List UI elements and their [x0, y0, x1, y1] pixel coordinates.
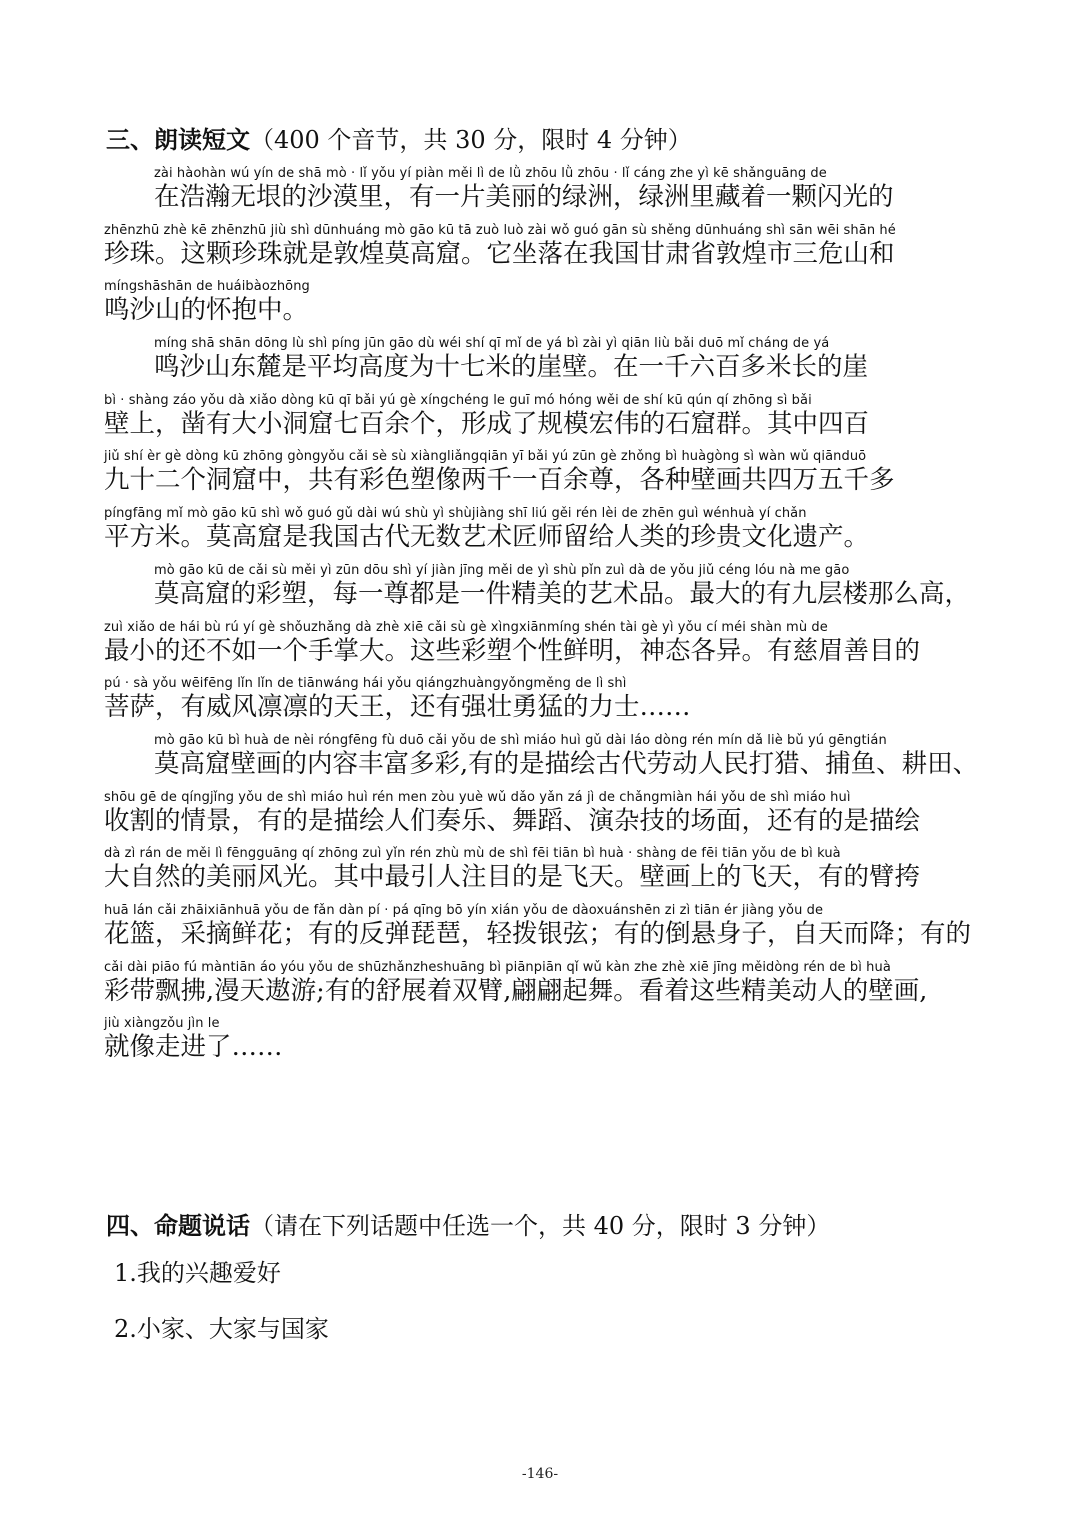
passage-line: [104, 619, 984, 676]
section-4-note: （请在下列话题中任选一个，共 40 分，限时 3 分钟）: [250, 1212, 831, 1240]
pinyin-row: jiù xiàngzǒu jìn le: [104, 1016, 220, 1032]
passage-line: [104, 392, 984, 449]
hanzi-row: 鸣沙山东麓是平均高度为十七米的崖壁。在一千六百多米长的崖: [154, 352, 869, 383]
hanzi-row: 花篮，采摘鲜花；有的反弹琵琶，轻拨银弦；有的倒悬身子，自天而降；有的: [104, 918, 972, 949]
pinyin-row: huā lán cǎi zhāixiānhuā yǒu de fǎn dàn pí · pá qīng bō yín xián yǒu de dàoxuánshēn zi zì tiān ér jiàng yǒu de: [104, 902, 824, 918]
hanzi-row: 鸣沙山的怀抱中。: [104, 295, 309, 326]
hanzi-row: 彩带飘拂,漫天遨游;有的舒展着双臂,翩翩起舞。看着这些精美动人的壁画,: [104, 975, 928, 1006]
section-4-title: [106, 1206, 830, 1241]
passage-line: [104, 562, 984, 619]
pinyin-row: mò gāo kū de cǎi sù měi yì zūn dōu shì yí jiàn jīng měi de yì shù pǐn zuì dà de yǒu jiǔ céng lóu nà me gāo: [154, 562, 850, 578]
hanzi-row: 莫高窟的彩塑，每一尊都是一件精美的艺术品。最大的有九层楼那么高，: [154, 578, 971, 609]
hanzi-row: 九十二个洞窟中，共有彩色塑像两千一百余尊，各种壁画共四万五千多: [104, 465, 895, 496]
pinyin-row: pú · sà yǒu wēifēng lǐn lǐn de tiānwáng hái yǒu qiángzhuàngyǒngměng de lì shì: [104, 676, 627, 692]
passage-line: [104, 278, 984, 335]
passage-line: [104, 1015, 984, 1072]
hanzi-row: 收割的情景，有的是描绘人们奏乐、舞蹈、演杂技的场面，还有的是描绘: [104, 805, 921, 836]
pinyin-row: zuì xiǎo de hái bù rú yí gè shǒuzhǎng dà zhè xiē cǎi sù gè xìngxiānmíng shén tài gè yì yǒu cí méi shàn mù de: [104, 619, 828, 635]
page-number: -146-: [521, 1466, 559, 1482]
pinyin-row: míng shā shān dōng lù shì píng jūn gāo dù wéi shí qī mǐ de yá bì zài yì qiān liù bǎi duō mǐ cháng de yá: [154, 336, 830, 352]
hanzi-row: 最小的还不如一个手掌大。这些彩塑个性鲜明，神态各异。有慈眉善目的: [104, 635, 921, 666]
topic-item: 2.小家、大家与国家: [114, 1315, 329, 1343]
reading-passage: [104, 165, 984, 1072]
passage-line: [104, 959, 984, 1016]
pinyin-row: míngshāshān de huáibàozhōng: [104, 279, 310, 295]
passage-line: [104, 222, 984, 279]
topic-item: 1.我的兴趣爱好: [114, 1259, 281, 1287]
passage-line: [104, 732, 984, 789]
pinyin-row: shōu gē de qíngjǐng yǒu de shì miáo huì rén men zòu yuè wǔ dǎo yǎn zá jì de chǎngmiàn hái yǒu de shì miáo huì: [104, 789, 851, 805]
passage-line: [104, 505, 984, 562]
pinyin-row: zài hàohàn wú yín de shā mò · lǐ yǒu yí piàn měi lì de lǜ zhōu lǜ zhōu · lǐ cáng zhe yì kē shǎnguāng de: [154, 166, 827, 181]
hanzi-row: 莫高窟壁画的内容丰富多彩,有的是描绘古代劳动人民打猎、捕鱼、耕田、: [154, 748, 979, 779]
pinyin-row: píngfāng mǐ mò gāo kū shì wǒ guó gǔ dài wú shù yì shùjiàng shī liú gěi rén lèi de zhēn guì wénhuà yí chǎn: [104, 506, 807, 522]
pinyin-row: dà zì rán de měi lì fēngguāng qí zhōng zuì yǐn rén zhù mù de shì fēi tiān bì huà · shàng de fēi tiān yǒu de bì kuà: [104, 846, 841, 862]
section-3-title: [106, 120, 692, 155]
hanzi-row: 在浩瀚无垠的沙漠里，有一片美丽的绿洲，绿洲里藏着一颗闪光的: [154, 182, 894, 212]
pinyin-row: zhēnzhū zhè kē zhēnzhū jiù shì dūnhuáng mò gāo kū tā zuò luò zài wǒ guó gān sù shěng dūnhuáng shì sān wēi shān hé: [104, 222, 896, 238]
hanzi-row: 珍珠。这颗珍珠就是敦煌莫高窟。它坐落在我国甘肃省敦煌市三危山和: [104, 238, 895, 269]
pinyin-row: bì · shàng záo yǒu dà xiǎo dòng kū qī bǎi yú gè xíngchéng le guī mó hóng wěi de shí kū qún qí zhōng sì bǎi: [104, 392, 812, 408]
passage-line: [104, 448, 984, 505]
section-4-heading: 四、命题说话: [106, 1212, 250, 1240]
pinyin-row: mò gāo kū bì huà de nèi róngfēng fù duō cǎi yǒu de shì miáo huì gǔ dài láo dòng rén mín dǎ liè bǔ yú gēngtián: [154, 732, 887, 748]
pinyin-row: cǎi dài piāo fú màntiān áo yóu yǒu de shūzhǎnzheshuāng bì piānpiān qǐ wǔ kàn zhe zhè xiē jīng měidòng rén de bì huà: [104, 959, 891, 975]
hanzi-row: 平方米。莫高窟是我国古代无数艺术匠师留给人类的珍贵文化遗产。: [104, 522, 870, 553]
section-3-note: （400 个音节，共 30 分，限时 4 分钟）: [250, 126, 692, 154]
hanzi-row: 大自然的美丽风光。其中最引人注目的是飞天。壁画上的飞天，有的臂挎: [104, 862, 921, 893]
passage-line: [104, 845, 984, 902]
pinyin-row: jiǔ shí èr gè dòng kū zhōng gòngyǒu cǎi sè sù xiàngliǎngqiān yī bǎi yú zūn gè zhǒng bì huàgòng sì wàn wǔ qiānduō: [104, 449, 867, 465]
passage-line: [104, 335, 984, 392]
hanzi-row: 就像走进了……: [104, 1032, 283, 1063]
passage-line: [104, 165, 984, 222]
passage-line: [104, 902, 984, 959]
passage-line: [104, 789, 984, 846]
hanzi-row: 壁上，凿有大小洞窟七百余个，形成了规模宏伟的石窟群。其中四百: [104, 408, 870, 439]
hanzi-row: 菩萨，有威风凛凛的天王，还有强壮勇猛的力士……: [104, 692, 691, 723]
topic-list: [114, 1258, 329, 1370]
section-3-heading: 三、朗读短文: [106, 126, 250, 154]
passage-line: [104, 675, 984, 732]
